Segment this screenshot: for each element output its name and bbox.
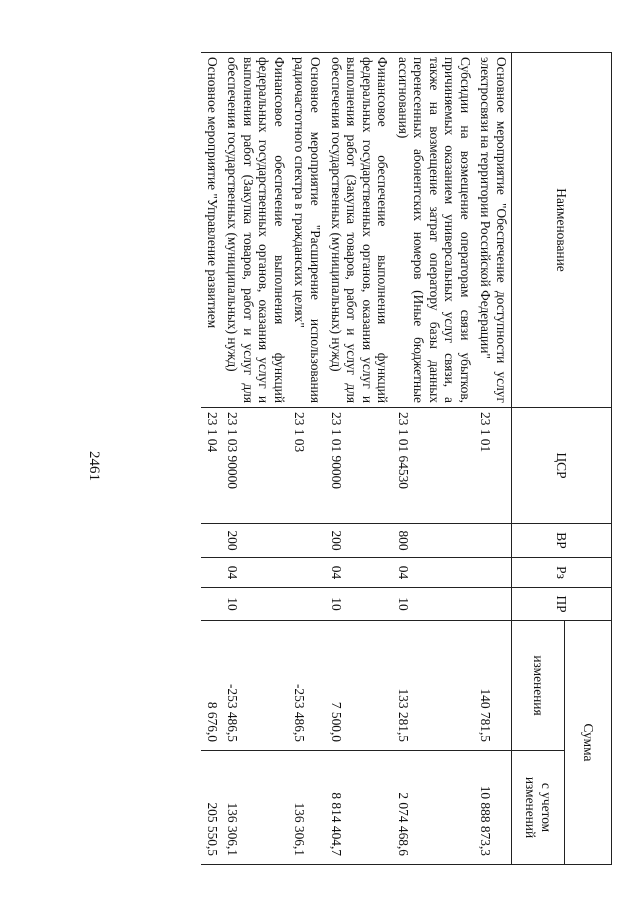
- row-name: Основное мероприятие "Расширение использования радиочастотного спектра в гражданских целях": [289, 53, 325, 408]
- row-name: Финансовое обеспечение выполнения функций федеральных государственных органов, оказания услуг и выполнения работ (Закупка товаров, работ и услуг для обеспечения государственных (муниципальных) нужд): [325, 53, 392, 408]
- page-number: 2461: [86, 451, 102, 481]
- row-name: Финансовое обеспечение выполнения функций федеральных государственных органов, оказания услуг и выполнения работ (Закупка товаров, работ и услуг для обеспечения государственных (муниципальных) нужд): [222, 53, 289, 408]
- row-csr: 23 1 03: [289, 408, 325, 524]
- row-rz: [475, 558, 512, 588]
- row-rz: 04: [222, 558, 289, 588]
- row-vr: [475, 524, 512, 558]
- budget-table: [201, 52, 612, 865]
- row-csr: 23 1 03 90000: [222, 408, 289, 524]
- row-izm: -253 486,5: [222, 621, 289, 751]
- row-sum: 205 550,5: [201, 751, 222, 865]
- table-row: [392, 53, 475, 865]
- row-name: Основное мероприятие "Управление развитием: [201, 53, 222, 408]
- table-row: [325, 53, 392, 865]
- row-rz: [201, 558, 222, 588]
- row-rz: [289, 558, 325, 588]
- row-sum: 8 814 404,7: [325, 751, 392, 865]
- row-name: Субсидии на возмещение операторам связи убытков, причиняемых оказанием универсальных услуг связи, а также на возмещение затрат оператору базы данных перенесенных абонентских номеров (Иные бюджетные ассигнования): [392, 53, 475, 408]
- row-izm: 7 500,0: [325, 621, 392, 751]
- row-vr: 200: [222, 524, 289, 558]
- row-izm: -253 486,5: [289, 621, 325, 751]
- row-vr: [201, 524, 222, 558]
- row-csr: 23 1 01 64530: [392, 408, 475, 524]
- row-izm: 140 781,5: [475, 621, 512, 751]
- rotated-page-content: [60, 40, 620, 892]
- row-sum: 10 888 873,3: [475, 751, 512, 865]
- row-pr: 10: [392, 588, 475, 621]
- header-izm: изменения: [512, 621, 565, 751]
- row-pr: [289, 588, 325, 621]
- header-csr: ЦСР: [512, 408, 612, 524]
- row-vr: 200: [325, 524, 392, 558]
- row-izm: 133 281,5: [392, 621, 475, 751]
- row-izm: 8 676,0: [201, 621, 222, 751]
- table-row: [222, 53, 289, 865]
- row-vr: 800: [392, 524, 475, 558]
- header-name: Наименование: [512, 53, 612, 408]
- table-header: [512, 53, 612, 865]
- header-rz: Рз: [512, 558, 612, 588]
- row-vr: [289, 524, 325, 558]
- header-s-uchetom: с учетом изменений: [512, 751, 565, 865]
- row-name: Основное мероприятие "Обеспечение доступности услуг электросвязи на территории Российской Федерации": [475, 53, 512, 408]
- header-vr: ВР: [512, 524, 612, 558]
- row-sum: 2 074 468,6: [392, 751, 475, 865]
- table-row: [289, 53, 325, 865]
- row-csr: 23 1 01 90000: [325, 408, 392, 524]
- row-pr: 10: [222, 588, 289, 621]
- table-row: [201, 53, 222, 865]
- row-sum: 136 306,1: [222, 751, 289, 865]
- row-rz: 04: [392, 558, 475, 588]
- row-pr: [475, 588, 512, 621]
- row-csr: 23 1 04: [201, 408, 222, 524]
- row-pr: 10: [325, 588, 392, 621]
- row-pr: [201, 588, 222, 621]
- row-rz: 04: [325, 558, 392, 588]
- table-body: [201, 53, 511, 865]
- row-sum: 136 306,1: [289, 751, 325, 865]
- table-row: [475, 53, 512, 865]
- row-csr: 23 1 01: [475, 408, 512, 524]
- header-sum-group: Сумма: [565, 621, 612, 865]
- header-pr: ПР: [512, 588, 612, 621]
